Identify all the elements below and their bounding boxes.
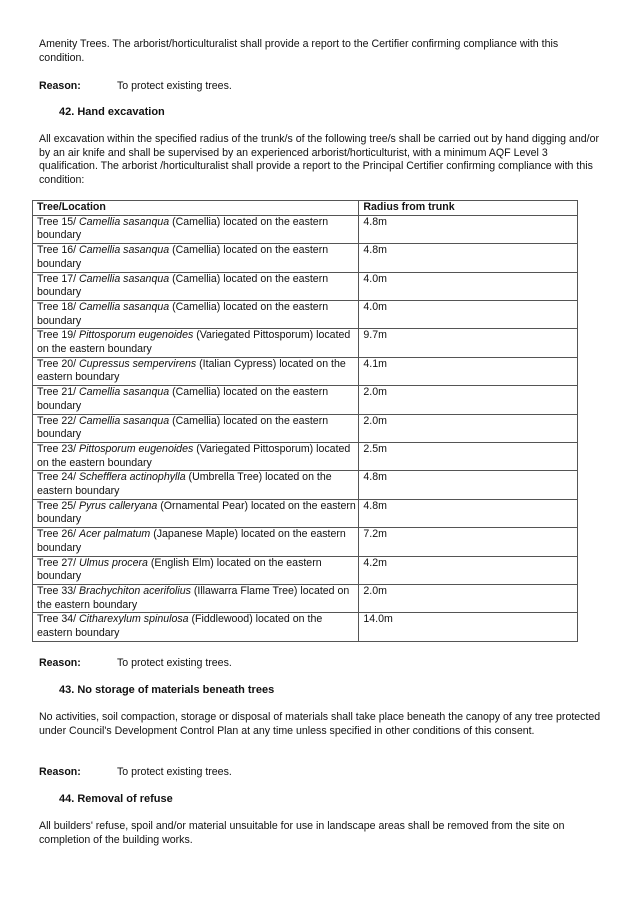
tree-species: Pyrus calleryana — [79, 499, 158, 512]
table-row — [33, 244, 578, 272]
tree-id: Tree 26/ — [37, 528, 80, 541]
tree-id: Tree 20/ — [37, 357, 80, 370]
tree-species: Pittosporum eugenoides — [79, 442, 194, 455]
tree-location: (Umbrella Tree) located on the eastern boundary — [37, 471, 332, 498]
tree-location: (English Elm) located on the eastern boundary — [37, 556, 322, 583]
table-row — [33, 357, 578, 385]
reason-3 — [39, 766, 232, 780]
section-44-body: All builders' refuse, spoil and/or material unsuitable for use in landscape areas shall be removed from the site on completion of the building works. — [39, 820, 565, 846]
table-row — [33, 272, 578, 300]
tree-species: Brachychiton acerifolius — [79, 584, 191, 597]
reason-text: To protect existing trees. — [117, 80, 232, 92]
table-row — [33, 584, 578, 612]
radius-cell: 2.0m — [359, 584, 578, 612]
section-43-body: No activities, soil compaction, storage or disposal of materials shall take place beneath the canopy of any tree protected under Council's Development Control Plan at any time unless specified in other conditions of this consent. — [39, 711, 601, 737]
radius-cell: 9.7m — [359, 329, 578, 357]
tree-location: (Camellia) located on the eastern boundary — [37, 386, 329, 412]
tree-species: Camellia sasanqua — [79, 414, 170, 427]
table-row — [33, 442, 578, 470]
radius-cell: 2.5m — [359, 442, 578, 470]
section-44-heading: 44. Removal of refuse — [59, 793, 173, 805]
radius-cell: 14.0m — [359, 613, 578, 641]
tree-species: Camellia sasanqua — [79, 386, 170, 399]
reason-2 — [39, 657, 232, 671]
reason-text: To protect existing trees. — [117, 657, 232, 669]
tree-location: (Variegated Pittosporum) located on the eastern boundary — [37, 442, 351, 469]
tree-location-cell — [33, 386, 359, 414]
tree-location: (Italian Cypress) located on the eastern boundary — [37, 357, 346, 384]
tree-species: Camellia sasanqua — [79, 272, 170, 285]
table-row — [33, 471, 578, 499]
reason-label: Reason: — [39, 657, 81, 669]
tree-id: Tree 34/ — [37, 613, 80, 626]
tree-location-cell — [33, 215, 359, 243]
tree-location-cell — [33, 272, 359, 300]
tree-id: Tree 33/ — [37, 584, 80, 597]
tree-location: (Camellia) located on the eastern boundary — [37, 244, 329, 270]
tree-location: (Illawarra Flame Tree) located on the eastern boundary — [37, 584, 350, 611]
radius-cell: 4.0m — [359, 300, 578, 328]
tree-location-cell — [33, 556, 359, 584]
tree-id: Tree 19/ — [37, 329, 80, 342]
tree-species: Cupressus sempervirens — [79, 357, 197, 370]
table-row — [33, 613, 578, 641]
tree-location-cell — [33, 244, 359, 272]
tree-location: (Japanese Maple) located on the eastern boundary — [37, 528, 346, 554]
tree-id: Tree 15/ — [37, 215, 80, 228]
tree-location-cell — [33, 613, 359, 641]
tree-location-cell — [33, 584, 359, 612]
radius-cell: 4.0m — [359, 272, 578, 300]
tree-species: Camellia sasanqua — [79, 215, 170, 228]
tree-id: Tree 22/ — [37, 414, 80, 427]
tree-id: Tree 16/ — [37, 244, 80, 257]
tree-id: Tree 24/ — [37, 471, 80, 484]
section-42-body: All excavation within the specified radius of the trunk/s of the following tree/s shall be carried out by hand digging and/or by an air knife and shall be supervised by an experienced arborist/horticulturist, with a minimum AQF Level 3 qualification. The arborist /horticulturalist shall provide a report to the Principal Certifier confirming compliance with this condition: — [39, 133, 600, 187]
tree-location: (Camellia) located on the eastern boundary — [37, 300, 329, 327]
tree-location: (Variegated Pittosporum) located on the eastern boundary — [37, 329, 351, 356]
tree-species: Acer palmatum — [79, 528, 151, 541]
tree-species: Camellia sasanqua — [79, 244, 170, 257]
tree-location-cell — [33, 414, 359, 442]
tree-location-cell — [33, 442, 359, 470]
tree-id: Tree 23/ — [37, 442, 80, 455]
radius-cell: 4.8m — [359, 244, 578, 272]
tree-radius-table — [32, 200, 578, 642]
table-row — [33, 499, 578, 527]
tree-location: (Ornamental Pear) located on the eastern boundary — [37, 499, 356, 526]
section-42-heading: 42. Hand excavation — [59, 106, 165, 118]
tree-location: (Camellia) located on the eastern boundary — [37, 414, 329, 441]
tree-location-cell — [33, 329, 359, 357]
tree-species: Schefflera actinophylla — [79, 471, 186, 484]
tree-species: Pittosporum eugenoides — [79, 329, 194, 342]
table-row — [33, 329, 578, 357]
radius-cell: 4.2m — [359, 556, 578, 584]
tree-id: Tree 18/ — [37, 300, 80, 313]
tree-location: (Camellia) located on the eastern boundary — [37, 272, 329, 299]
reason-text: To protect existing trees. — [117, 766, 232, 778]
tree-species: Citharexylum spinulosa — [79, 613, 189, 626]
tree-location: (Camellia) located on the eastern boundary — [37, 215, 329, 242]
table-row — [33, 414, 578, 442]
tree-location-cell — [33, 357, 359, 385]
table-header-row — [33, 201, 578, 216]
table-row — [33, 528, 578, 556]
section-43-heading: 43. No storage of materials beneath trees — [59, 684, 275, 696]
table-row — [33, 300, 578, 328]
tree-species: Camellia sasanqua — [79, 300, 170, 313]
radius-cell: 4.8m — [359, 499, 578, 527]
intro-paragraph: Amenity Trees. The arborist/horticulturalist shall provide a report to the Certifier confirming compliance with this condition. — [39, 38, 559, 64]
table-row — [33, 386, 578, 414]
tree-id: Tree 25/ — [37, 499, 80, 512]
table-row — [33, 556, 578, 584]
tree-location-cell — [33, 300, 359, 328]
column-header-radius: Radius from trunk — [359, 201, 578, 216]
radius-cell: 2.0m — [359, 386, 578, 414]
tree-id: Tree 27/ — [37, 556, 80, 569]
radius-cell: 4.8m — [359, 215, 578, 243]
radius-cell: 7.2m — [359, 528, 578, 556]
tree-location-cell — [33, 499, 359, 527]
tree-id: Tree 17/ — [37, 272, 80, 285]
reason-1 — [39, 80, 232, 94]
reason-label: Reason: — [39, 80, 81, 92]
reason-label: Reason: — [39, 766, 81, 778]
radius-cell: 4.1m — [359, 357, 578, 385]
tree-location-cell — [33, 528, 359, 556]
radius-cell: 2.0m — [359, 414, 578, 442]
tree-location-cell — [33, 471, 359, 499]
tree-species: Ulmus procera — [79, 556, 148, 569]
tree-id: Tree 21/ — [37, 386, 80, 399]
table-row — [33, 215, 578, 243]
tree-location: (Fiddlewood) located on the eastern boundary — [37, 613, 323, 640]
column-header-tree: Tree/Location — [33, 201, 359, 216]
radius-cell: 4.8m — [359, 471, 578, 499]
